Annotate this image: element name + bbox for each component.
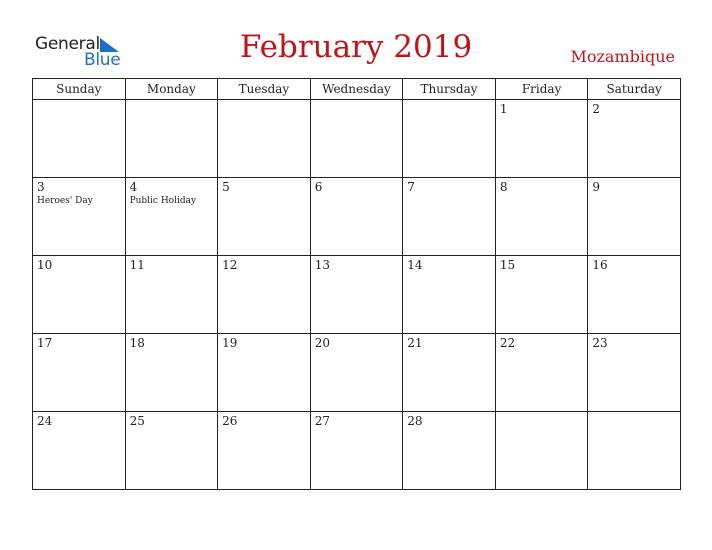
day-cell bbox=[588, 256, 681, 334]
day-number: 26 bbox=[222, 414, 238, 428]
day-cell bbox=[403, 256, 496, 334]
logo-word-general: General bbox=[35, 34, 100, 54]
day-cell bbox=[588, 334, 681, 412]
day-cell bbox=[403, 178, 496, 256]
day-cell bbox=[218, 178, 311, 256]
day-number: 27 bbox=[314, 414, 330, 428]
calendar-title: February 2019 bbox=[239, 29, 473, 65]
week-row bbox=[33, 100, 681, 178]
day-number: 3 bbox=[37, 180, 45, 194]
day-number: 20 bbox=[314, 336, 330, 350]
week-row bbox=[33, 412, 681, 490]
day-number: 22 bbox=[499, 336, 516, 350]
day-cell bbox=[588, 100, 681, 178]
day-number: 4 bbox=[129, 180, 138, 194]
day-cell bbox=[403, 412, 496, 490]
day-number: 28 bbox=[407, 414, 423, 428]
day-number: 11 bbox=[129, 258, 145, 272]
weekday-header: Saturday bbox=[588, 79, 681, 100]
day-cell bbox=[125, 412, 218, 490]
day-cell bbox=[125, 100, 218, 178]
day-cell bbox=[218, 334, 311, 412]
weekday-header: Friday bbox=[495, 79, 588, 100]
day-number: 15 bbox=[499, 258, 516, 272]
day-number: 18 bbox=[129, 336, 145, 350]
day-number: 2 bbox=[592, 102, 601, 116]
day-cell bbox=[218, 100, 311, 178]
day-number: 10 bbox=[37, 258, 53, 272]
day-cell bbox=[495, 100, 588, 178]
day-number: 13 bbox=[314, 258, 330, 272]
day-number: 21 bbox=[407, 336, 423, 350]
day-number: 16 bbox=[592, 258, 608, 272]
day-cell bbox=[495, 256, 588, 334]
day-number: 19 bbox=[222, 336, 238, 350]
day-number: 24 bbox=[37, 414, 53, 428]
day-cell bbox=[310, 256, 403, 334]
day-cell bbox=[588, 412, 681, 490]
day-cell bbox=[218, 412, 311, 490]
week-row bbox=[33, 256, 681, 334]
day-event: Heroes' Day bbox=[37, 196, 93, 206]
day-cell bbox=[403, 100, 496, 178]
day-number: 9 bbox=[592, 180, 601, 194]
logo-word-blue: Blue bbox=[84, 50, 121, 70]
country-name: Mozambique bbox=[570, 47, 675, 66]
day-number: 17 bbox=[37, 336, 53, 350]
day-cell bbox=[310, 100, 403, 178]
weekday-header: Tuesday bbox=[218, 79, 311, 100]
week-row bbox=[33, 334, 681, 412]
day-cell bbox=[310, 412, 403, 490]
day-cell bbox=[125, 178, 218, 256]
day-number: 23 bbox=[592, 336, 608, 350]
calendar-grid bbox=[32, 78, 681, 490]
day-number: 5 bbox=[222, 180, 230, 194]
day-number: 7 bbox=[407, 180, 415, 194]
day-number: 1 bbox=[499, 102, 508, 116]
weekday-header: Monday bbox=[125, 79, 218, 100]
day-cell bbox=[33, 412, 126, 490]
weekday-header-row bbox=[33, 79, 681, 100]
day-cell bbox=[495, 178, 588, 256]
day-cell bbox=[125, 256, 218, 334]
day-cell bbox=[33, 334, 126, 412]
day-cell bbox=[495, 334, 588, 412]
day-number: 8 bbox=[499, 180, 508, 194]
weekday-header: Sunday bbox=[33, 79, 126, 100]
day-event: Public Holiday bbox=[129, 196, 197, 206]
day-cell bbox=[403, 334, 496, 412]
day-cell bbox=[310, 334, 403, 412]
day-cell bbox=[310, 178, 403, 256]
day-number: 25 bbox=[129, 414, 145, 428]
day-cell bbox=[33, 256, 126, 334]
day-cell bbox=[495, 412, 588, 490]
day-number: 6 bbox=[314, 180, 323, 194]
day-cell bbox=[33, 100, 126, 178]
weekday-header: Wednesday bbox=[310, 79, 403, 100]
day-cell bbox=[218, 256, 311, 334]
week-row bbox=[33, 178, 681, 256]
day-number: 12 bbox=[222, 258, 238, 272]
day-cell bbox=[33, 178, 126, 256]
weekday-header: Thursday bbox=[403, 79, 496, 100]
day-cell bbox=[588, 178, 681, 256]
day-cell bbox=[125, 334, 218, 412]
day-number: 14 bbox=[407, 258, 423, 272]
